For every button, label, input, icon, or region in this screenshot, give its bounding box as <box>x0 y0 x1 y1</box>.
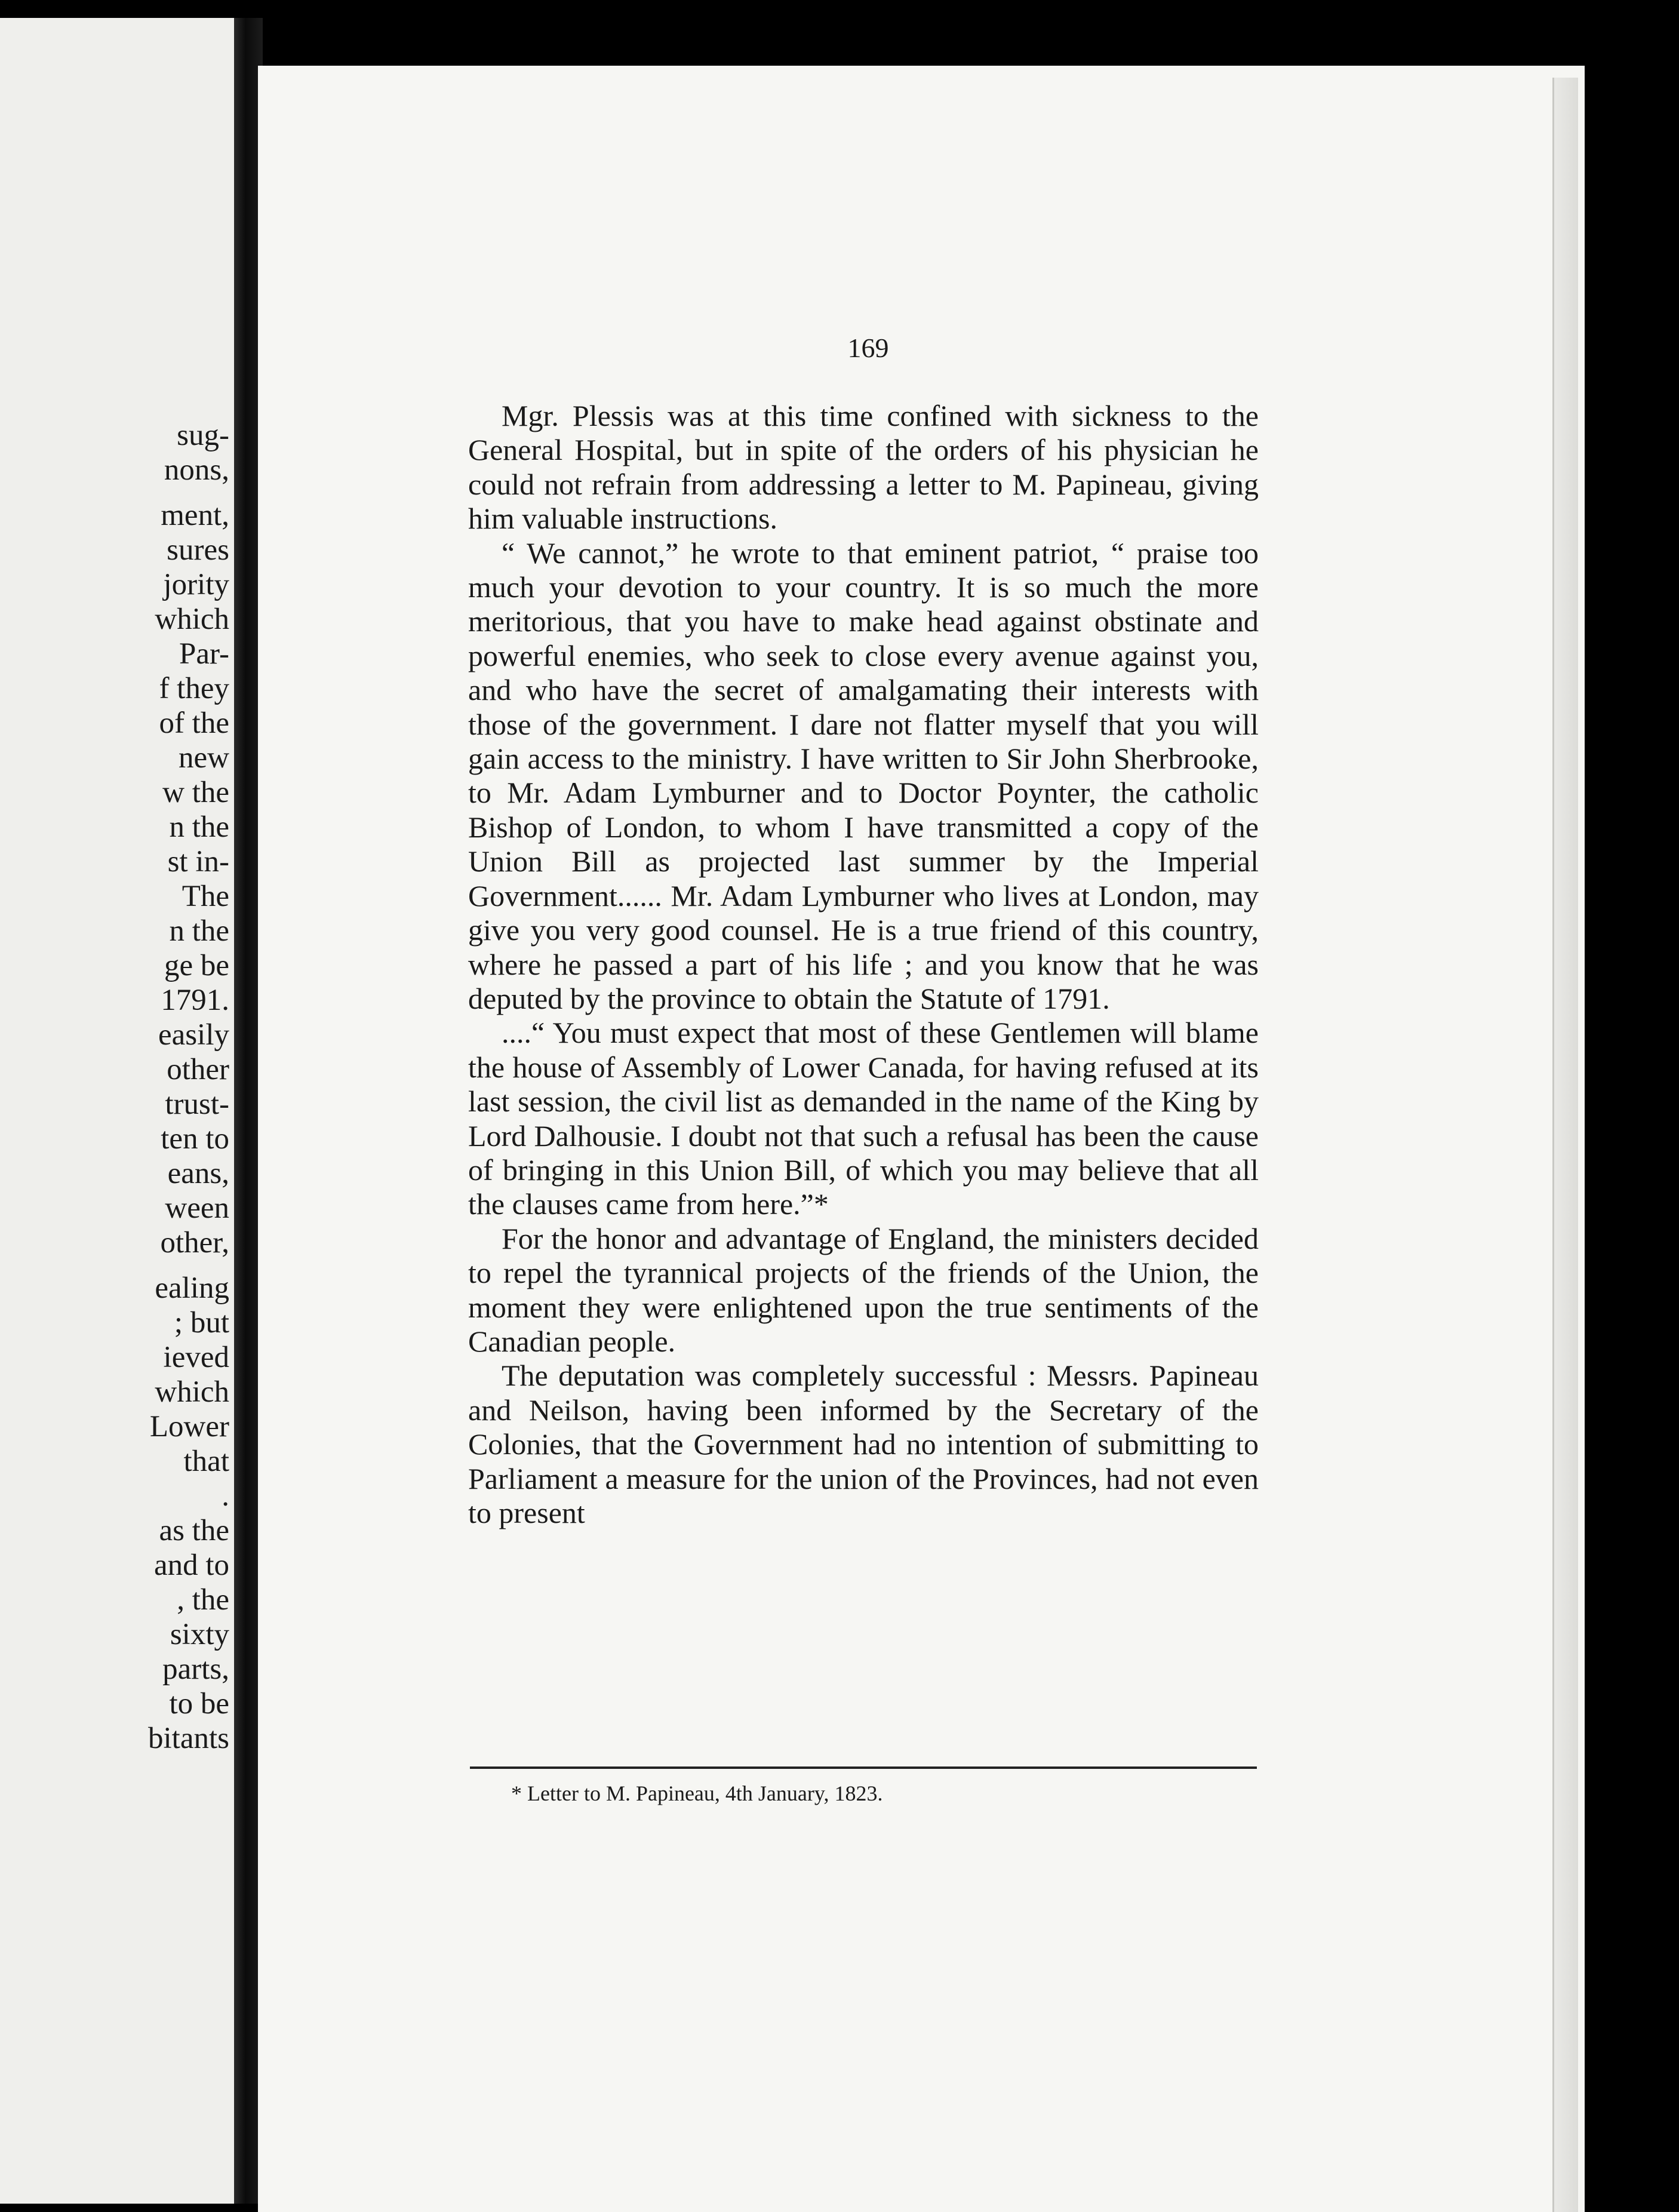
left-page-line: bitants <box>148 1722 229 1755</box>
paragraph-4: For the honor and advantage of England, the ministers decided to repel the tyrannical projects of the friends of the Union, the moment they were enlightened upon the true sentiments of the Canadian people. <box>468 1221 1259 1358</box>
left-page-line: n the <box>169 914 229 948</box>
footnote-rule <box>470 1766 1257 1769</box>
left-page-line: Par- <box>179 637 229 671</box>
left-page-line: to be <box>169 1687 229 1721</box>
footnote: * Letter to M. Papineau, 4th January, 1823. <box>511 1781 883 1805</box>
left-page-line: ge be <box>164 949 229 982</box>
left-page-line: eans, <box>167 1157 229 1190</box>
left-page-line: sug- <box>177 419 229 452</box>
paragraph-5: The deputation was completely successful : Messrs. Papineau and Neilson, having been informed by the Secretary of the Colonies, that the Government had no intention of submitting to Parliament a measure for the union of the Provinces, had not even to present <box>468 1359 1259 1529</box>
left-page-line: . <box>222 1479 229 1513</box>
left-page-line: as the <box>159 1514 229 1547</box>
left-facing-page <box>0 18 234 2204</box>
paragraph-1: Mgr. Plessis was at this time confined with sickness to the General Hospital, but in spite of the orders of his physician he could not refrain from addressing a letter to M. Papineau, giving him valuable instructions. <box>468 399 1259 536</box>
paragraph-2: “ We cannot,” he wrote to that eminent patriot, “ praise too much your devotion to your country. It is so much the more meritorious, that you have to make head against obstinate and powerful enemies, who seek to close every avenue against you, and who have the secret of amalgamating their interests with those of the government. I dare not flatter myself that you will gain access to the ministry. I have written to Sir John Sherbrooke, to Mr. Adam Lymburner and to Doctor Poynter, the catholic Bishop of London, to whom I have transmitted a copy of the Union Bill as projected last summer by the Imperial Government...... Mr. Adam Lymburner who lives at London, may give you very good counsel. He is a true friend of this country, where he passed a part of his life ; and you know that he was deputed by the province to obtain the Statute of 1791. <box>468 536 1259 1015</box>
left-page-line: ten to <box>161 1122 229 1156</box>
left-page-line: new <box>179 741 229 775</box>
left-page-line: , the <box>177 1583 229 1617</box>
left-page-line: ieved <box>163 1341 229 1374</box>
left-page-line: other <box>167 1053 229 1086</box>
left-page-line: and to <box>153 1549 229 1582</box>
left-page-line: ; but <box>174 1306 229 1340</box>
left-page-line: sures <box>167 533 229 567</box>
left-page-line: ment, <box>161 499 229 532</box>
left-page-line: nons, <box>164 453 229 487</box>
left-page-line: jority <box>163 568 229 601</box>
left-page-line: parts, <box>162 1652 229 1686</box>
left-page-line: ween <box>165 1191 229 1225</box>
left-page-line: st in- <box>167 845 229 878</box>
page-number: 169 <box>847 333 889 363</box>
left-page-line: that <box>183 1445 229 1478</box>
left-page-line: sixty <box>170 1618 229 1651</box>
page-body <box>468 399 1259 1530</box>
page-edge <box>1552 78 1578 2212</box>
left-page-line: of the <box>159 706 229 740</box>
left-page-line: The <box>182 880 229 913</box>
left-page-text <box>2 418 229 1756</box>
left-page-line: f they <box>159 672 229 705</box>
left-page-line: trust- <box>165 1087 229 1121</box>
left-page-line <box>2 487 229 498</box>
paragraph-3: ....“ You must expect that most of these Gentlemen will blame the house of Assembly of Lower Canada, for having refused at its last session, the civil list as demanded in the name of the King by Lord Dalhousie. I doubt not that such a refusal has been the cause of bringing in this Union Bill, of which you may believe that all the clauses came from here.”* <box>468 1016 1259 1221</box>
left-page-line: n the <box>169 810 229 844</box>
left-page-line: 1791. <box>161 984 229 1017</box>
left-page-line: w the <box>162 776 229 809</box>
left-page-line <box>2 1260 229 1271</box>
left-page-line: which <box>155 603 229 636</box>
left-page-line: which <box>155 1375 229 1409</box>
left-page-line: other, <box>160 1226 229 1259</box>
left-page-line: Lower <box>149 1410 229 1443</box>
left-page-line: ealing <box>155 1271 229 1305</box>
left-page-line: easily <box>158 1018 229 1052</box>
